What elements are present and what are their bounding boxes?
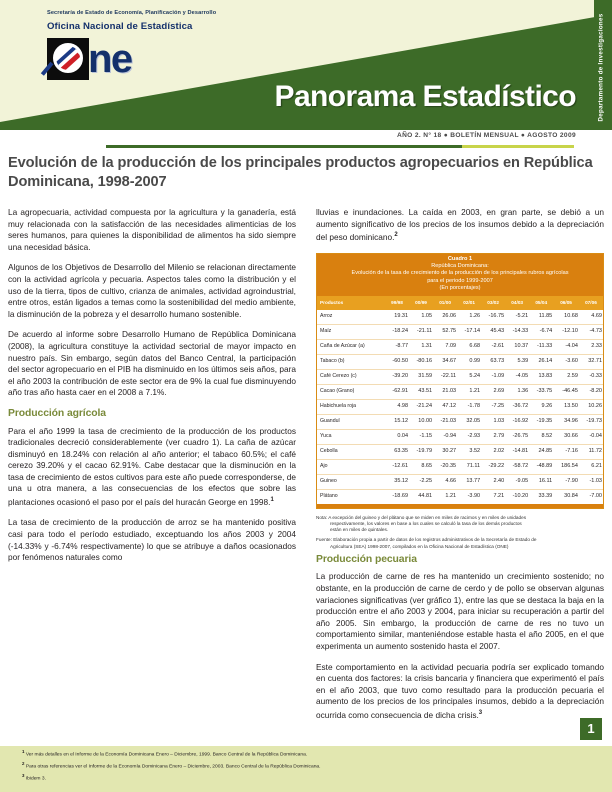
cell-value: 7.21 [493,492,505,499]
cell-value: -2.25 [409,474,433,489]
table-source-line2: Agricultura (SEA) 1998-2007, compilados en la Oficina Nacional de Estadística (ONE) [330,543,509,549]
table-body [317,310,603,504]
cell-value: 1.05 [409,310,433,324]
cell-value: 26.06 [433,310,457,324]
footnote-ref-1[interactable]: 1 [270,497,274,504]
paragraph-right-1 [316,207,604,244]
magnifier-icon [53,43,83,73]
one-logo [47,36,167,84]
department-side-tab [594,0,612,130]
cell-value: 33.39 [538,492,553,499]
table-row [317,489,603,503]
cell-value: 186.54 [553,459,579,474]
cell-value: -7.16 [553,444,579,459]
cell-value: -22.11 [433,370,457,385]
cell-value: 71.11 [457,459,481,474]
cell-value: -17.14 [457,325,481,340]
yellow-rule [462,145,574,148]
cell-value: 4.98 [385,399,409,414]
cell-value: -1.09 [481,370,505,385]
cell-value: -18.24 [385,325,409,340]
cell-value: 2.59 [553,370,579,385]
table-row [317,370,603,385]
cell-value: -6.74 [529,325,553,340]
secretaria-line: Secretaría de Estado de Economía, Planificación y Desarrollo [47,10,217,16]
cell-value: 3.52 [457,444,481,459]
cell-value: -8.77 [385,340,409,355]
paragraph-intro-3: De acuerdo al informe sobre Desarrollo Humano de República Dominicana (2008), la agricultura constituye la actividad sectorial de mayor impacto en nuestro país. Sin embargo, según datos del Banco Central, la participación del sector agropecuario en el PIB ha disminuido en los últimos seis años, para el año 2003 la contribución de este sector era de 9% la cual fue disminuyendo año tras año hasta caer en el 2008 a 7.1%. [8,329,296,398]
cell-value: 8.65 [409,459,433,474]
cell-value: 32.71 [579,355,603,370]
cell-value: 10.68 [553,310,579,324]
cell-value: -21.11 [409,325,433,340]
subheading-produccion-agricola: Producción agrícola [8,407,106,419]
cell-value: 30.66 [553,429,579,444]
table-row [317,474,603,489]
cuadro-1-subtitle-a: Evolución de la tasa de crecimiento de la producción de los principales rubros agrícolas [351,270,569,277]
issue-bar [0,130,612,152]
paragraph-pecuaria-1: La producción de carne de res ha mantenido un crecimiento sostenido; no obstante, en la producción de carne de cerdo y de pollo se observan algunas variaciones significativas (ver gráfico 1), entre las que se destaca la baja en la producción entre el año 2003 y 2004, para iniciar su recuperación a partir del año 2005. Sin embargo, la producción de carne de res no tuvo un comportamiento similar, manteniéndose estable hasta el año 2005, en el que experimenta un aumento sostenido hasta el 2007. [316,571,604,651]
cell-value: 45.43 [481,325,505,340]
table-row [317,340,603,355]
cell-value: 47.12 [433,399,457,414]
cell-value: 2.79 [481,429,505,444]
cell-value: 5.39 [505,355,529,370]
table-row [317,399,603,414]
column-header-period: 04/03 [505,296,529,311]
column-header-period: 00/99 [409,296,433,311]
cell-value: -19.79 [409,444,433,459]
cell-value: 2.33 [579,340,603,355]
cell-value: 63.73 [481,355,505,370]
issue-line: AÑO 2. N° 18 ● BOLETÍN MENSUAL ● AGOSTO 2009 [396,132,576,139]
paragraph-pecuaria-2 [316,662,604,722]
cell-value: -8.20 [579,385,603,400]
cell-value: 21.03 [433,385,457,400]
cell-value: 6.68 [457,340,481,355]
cell-value: -33.75 [529,385,553,400]
cell-value: 13.83 [529,370,553,385]
logo-wordmark: ne [88,37,132,81]
table-note-text: A excepción del guineo y del plátano que se miden en miles de racimos y en miles de unidades [328,514,527,520]
cell-value: -18.69 [392,492,409,499]
cuadro-1 [316,253,604,509]
cell-value: -19.73 [579,414,603,429]
cell-value: 10.26 [579,399,603,414]
cell-value: -0.04 [579,429,603,444]
cell-value: -26.75 [505,429,529,444]
footnote-2-text: Para otras referencias ver el Informe de la Economía Dominicana Enero – Diciembre, 2003. Banco Central de la República Dominicana. [25,765,321,770]
cell-value: -1.15 [409,429,433,444]
cell-product: Caña de Azúcar (a) [317,340,385,355]
paragraph-intro-2: Algunos de los Objetivos de Desarrollo del Milenio se relacionan directamente con la actividad agrícola y pecuaria. Aspectos tales como la distribución y el uso de la tierra, tipos de cultivo, crianza de animales, actividad agroindustrial, entre otros, están ligados a temas como la sostenibilidad del medio ambiente, la disminución de la pobreza y el desarrollo humano sostenible. [8,262,296,319]
table-source-text: Elaboración propia a partir de datos de los registros administrativos de la Secretaría de Estado de [333,537,537,543]
table-row [317,459,603,474]
table-bottom-bar [317,504,603,508]
cell-value: -7.25 [481,399,505,414]
cell-value: 0.99 [457,355,481,370]
footnote-3-number: 3 [22,773,25,779]
table-row [317,444,603,459]
cuadro-1-units: (En porcentajes) [439,285,481,292]
cell-value: -14.33 [505,325,529,340]
table-note-line2: respectivamente, los valores en base a los cuales se calculó la tasa de los demás productos [330,520,522,526]
cell-value: -4.05 [505,370,529,385]
cell-value: -21.24 [409,399,433,414]
cell-product: Guandul [317,414,385,429]
cell-product: Maíz [317,325,385,340]
cell-product: Ajo [317,459,385,474]
cell-product: Cebolla [317,444,385,459]
cell-value: 7.09 [433,340,457,355]
page-header [0,0,612,130]
cell-value: 44.81 [418,492,433,499]
table-row [317,325,603,340]
table-note-line3: están en miles de quintales. [330,527,389,533]
cell-value: -11.33 [529,340,553,355]
cell-value: 19.31 [385,310,409,324]
cell-product: Tabaco (b) [317,355,385,370]
cell-value: -20.35 [433,459,457,474]
cell-value: 1.31 [409,340,433,355]
cell-value: -46.45 [553,385,579,400]
cell-value: -12.61 [385,459,409,474]
cell-value: 26.14 [529,355,553,370]
column-header-period: 05/04 [529,296,553,311]
left-column [8,207,296,573]
column-header-period: 06/05 [553,296,579,311]
cell-value: -10.20 [512,492,529,499]
cell-value: 16.11 [529,474,553,489]
cuadro-1-subtitle-b: para el periodo 1999-2007 [427,277,493,284]
cell-value: 15.12 [385,414,409,429]
cell-value: -21.03 [433,414,457,429]
column-header-period: 03/02 [481,296,505,311]
cell-value: -39.20 [385,370,409,385]
cell-value: 10.37 [505,340,529,355]
cell-product: Guineo [317,474,385,489]
department-side-tab-label: Departamento de Investigaciones [597,13,605,122]
cell-product: Café Cerezo (c) [317,370,385,385]
cell-value: -60.50 [385,355,409,370]
cell-value: -12.10 [553,325,579,340]
paragraph-pecuaria-2-text: Este comportamiento en la actividad pecuaria podría ser explicado tomando en cuenta dos factores: la crisis bancaria y financiera que experimentó el país en el año 2003, que tuvo como resultado para la producción pecuaria el aumento de los precios de los principales insumos, debido a la depreciación ocurrida como consecuencia de dicha crisis. [316,661,604,720]
cell-value: 1.26 [457,310,481,324]
cell-value: 31.59 [409,370,433,385]
cell-value: 10.00 [409,414,433,429]
cell-value: -16.75 [481,310,505,324]
column-header-period: 01/00 [433,296,457,311]
cell-value: -29.22 [481,459,505,474]
right-column [316,207,604,730]
cell-value: -1.78 [457,399,481,414]
cell-value: 8.52 [529,429,553,444]
cell-value: 63.35 [385,444,409,459]
cell-value: -58.72 [505,459,529,474]
cell-value: 6.21 [579,459,603,474]
footnote-1-number: 1 [22,749,25,755]
cell-product: Plátano [320,492,338,499]
cell-value: -3.90 [467,492,481,499]
cell-value: 4.66 [433,474,457,489]
page-number-badge: 1 [580,718,602,740]
cell-value: 11.72 [579,444,603,459]
cell-product: Habichuela roja [317,399,385,414]
table-header-row [317,296,603,311]
table-row [317,429,603,444]
cell-value: -36.72 [505,399,529,414]
table-row [317,414,603,429]
cell-value: -0.33 [579,370,603,385]
paragraph-agricola-2: La tasa de crecimiento de la producción de arroz se ha mantenido positiva casi para todo el período estudiado, exceptuando los años 2003 y 2004 (-14.33% y -6.74% respectivamente) lo que se atribuye a daños ocasionados por fenómenos naturales como [8,517,296,563]
paragraph-right-1-text: lluvias e inundaciones. La caída en 2003, en gran parte, se debió a un aumento significativo de los precios de los insumos debido a la depreciación del peso dominicano. [316,207,604,242]
cell-value: 2.69 [481,385,505,400]
cell-value: 30.27 [433,444,457,459]
cell-value: 13.77 [457,474,481,489]
cell-value: 9.26 [529,399,553,414]
footnote-ref-3[interactable]: 3 [478,709,483,716]
cell-value: -7.00 [589,492,602,499]
cell-value: 1.21 [445,492,457,499]
footnote-3 [22,773,46,783]
cell-value: -2.93 [457,429,481,444]
cell-value: 52.75 [433,325,457,340]
subheading-produccion-pecuaria: Producción pecuaria [316,553,417,565]
cell-product: Yuca [317,429,385,444]
masthead-title: Panorama Estadístico [274,80,576,113]
column-header-period: 02/01 [457,296,481,311]
cell-value: 24.85 [529,444,553,459]
cell-value: -2.61 [481,340,505,355]
table-source [316,537,604,549]
cell-value: -48.89 [529,459,553,474]
cuadro-1-label: Cuadro 1 [447,255,473,262]
oficina-line: Oficina Nacional de Estadística [47,21,193,32]
table-source-label: Fuente: [316,537,332,543]
cuadro-1-country: República Dominicana: [431,262,489,269]
footnote-2 [22,761,321,771]
cell-value: 34.96 [553,414,579,429]
cell-value: 1.03 [481,414,505,429]
cuadro-1-caption [317,254,603,296]
cell-value: 1.36 [505,385,529,400]
paragraph-agricola-1 [8,426,296,509]
cell-value: -4.73 [579,325,603,340]
cell-value: -14.81 [505,444,529,459]
cell-product: Cacao (Grano) [317,385,385,400]
footnote-1 [22,749,307,759]
cell-value: 30.84 [564,492,578,499]
column-header-period: 07/06 [579,296,603,311]
footnote-1-text: Ver más detalles en el Informe de la Economía Dominicana Enero – Diciembre, 1999. Banco Central de la República Dominicana. [25,753,308,758]
cell-value: -80.16 [409,355,433,370]
table-note-label: Nota: [316,514,328,520]
cuadro-1-table [317,296,603,504]
cell-product: Arroz [317,310,385,324]
cell-value: -9.05 [505,474,529,489]
cell-value: 11.85 [529,310,553,324]
cell-value: -7.90 [553,474,579,489]
cell-value: -3.60 [553,355,579,370]
cell-value: 13.50 [553,399,579,414]
paragraph-agricola-1-text: Para el año 1999 la tasa de crecimiento de la producción de los productos tradicionales decreció considerablemente (ver cuadro 1). La caña de azúcar disminuyó en 18.24% con relación al año anterior; el tabaco 60.5%; el café cerezo 39.20% y el cacao 62.91%. Cabe destacar que la disminución en la tasa de crecimiento de estos cultivos para este año puede corresponderse, de una u otra manera, a las consecuencias de los efectos que sobre las plantaciones ocasionó el paso por el país del huracán George en 1998. [8,425,296,507]
cell-value: -16.92 [505,414,529,429]
footnote-ref-2[interactable]: 2 [394,232,398,239]
cell-value: 2.02 [481,444,505,459]
column-header-productos: Productos [317,296,385,311]
paragraph-intro-1: La agropecuaria, actividad compuesta por la agricultura y la ganadería, está muy relacionada con la satisfacción de las necesidades alimenticias de los seres humanos, para quienes la disponibilidad de alimentos ha sido siempre una necesidad básica. [8,207,296,252]
cell-value: -4.04 [553,340,579,355]
cell-value: 1.21 [457,385,481,400]
cell-value: -1.03 [579,474,603,489]
cell-value: -0.94 [433,429,457,444]
green-rule [106,145,462,148]
cell-value: 32.05 [457,414,481,429]
cell-value: 34.67 [433,355,457,370]
table-note [316,515,604,534]
column-header-period: 99/98 [385,296,409,311]
table-row [317,355,603,370]
cell-value: 2.40 [481,474,505,489]
cell-value: 5.24 [457,370,481,385]
page-title: Evolución de la producción de los principales productos agropecuarios en República Dominicana, 1998-2007 [8,155,593,190]
footnote-3-text: Ibidem 3. [25,777,46,782]
cell-value: -62.91 [385,385,409,400]
cell-value: 0.04 [385,429,409,444]
table-row [317,385,603,400]
cell-value: 4.69 [579,310,603,324]
cell-value: 35.12 [385,474,409,489]
footnote-2-number: 2 [22,761,25,767]
table-row [317,310,603,324]
cell-value: -5.21 [505,310,529,324]
cell-value: 43.51 [409,385,433,400]
cell-value: -19.35 [529,414,553,429]
